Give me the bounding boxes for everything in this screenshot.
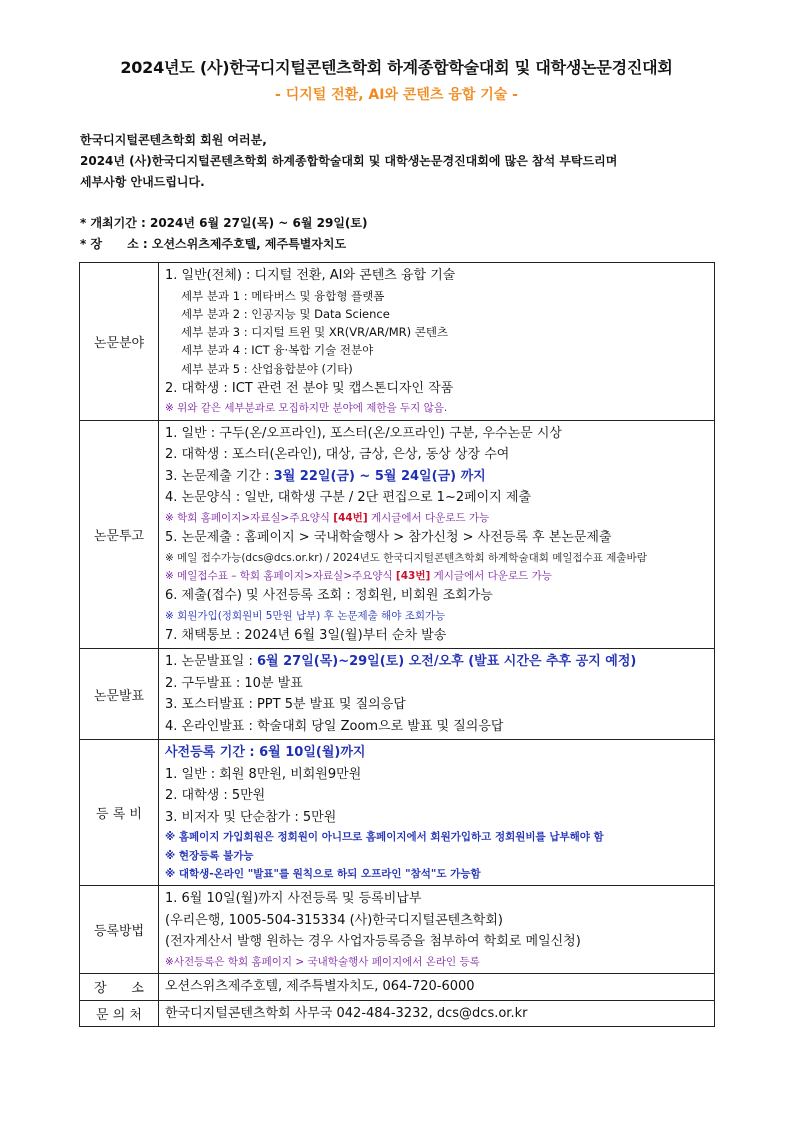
row-label-place: 장 소 — [80, 974, 159, 1001]
row-label-contact: 문 의 처 — [80, 1000, 159, 1027]
row-content-fee — [159, 740, 715, 886]
page-title: 2024년도 (사)한국디지털콘텐츠학회 하계종합학술대회 및 대학생논문경진대회 — [120, 58, 673, 77]
presentation-item-2: 2. 구두발표 : 10분 발표 — [165, 675, 303, 691]
submission-item-4: 4. 논문양식 : 일반, 대학생 구분 / 2단 편집으로 1~2페이지 제출 — [165, 490, 532, 506]
fee-item-1: 1. 일반 : 회원 8만원, 비회원9만원 — [165, 766, 362, 782]
row-content-fields — [159, 263, 715, 421]
submission-period-label: 3. 논문제출 기간 : — [165, 468, 274, 484]
row-label-presentation: 논문발표 — [80, 649, 159, 740]
row-label-submission: 논문투고 — [80, 420, 159, 649]
method-bank-account: (우리은행, 1005-504-315334 (사)한국디지털콘텐츠학회) — [165, 912, 503, 928]
fields-sub-3: 세부 분과 3 : 디지털 트윈 및 XR(VR/AR/MR) 콘텐츠 — [181, 325, 449, 340]
fields-note: ※ 위와 같은 세부분과로 모집하지만 분야에 제한을 두지 않음. — [165, 402, 448, 415]
contact-value: 한국디지털콘텐츠학회 사무국 042-484-3232, dcs@dcs.or.kr — [165, 1005, 528, 1021]
row-method — [80, 886, 715, 974]
submission-period: 3월 22일(금) ~ 5월 24일(금) 까지 — [273, 468, 486, 484]
method-invoice: (전자계산서 발행 원하는 경우 사업자등록증을 첨부하여 학회로 메일신청) — [165, 934, 581, 950]
row-content-presentation — [159, 649, 715, 740]
submission-item-2: 2. 대학생 : 포스터(온라인), 대상, 금상, 은상, 동상 상장 수여 — [165, 447, 510, 463]
row-submission — [80, 420, 715, 649]
note-text: ※ 메일접수표 – 학회 홈페이지>자료실>주요양식 — [165, 569, 396, 582]
fee-note-onsite: ※ 현장등록 불가능 — [165, 849, 254, 862]
intro-body: 2024년 (사)한국디지털콘텐츠학회 하계종합학술대회 및 대학생논문경진대회에 많은 참석 부탁드리며 — [80, 154, 618, 168]
details-table — [79, 262, 715, 1027]
fields-sub-5: 세부 분과 5 : 산업융합분야 (기타) — [181, 361, 353, 376]
row-content-place — [159, 974, 715, 1001]
fee-item-2: 2. 대학생 : 5만원 — [165, 788, 266, 804]
fields-sub-4: 세부 분과 4 : ICT 융·복합 기술 전분야 — [181, 343, 374, 358]
submission-note-mailform — [165, 567, 708, 585]
row-fee — [80, 740, 715, 886]
submission-note-membership: ※ 회원가입(정회원비 5만원 납부) 후 논문제출 해야 조회가능 — [165, 609, 446, 622]
submission-item-3 — [165, 466, 708, 488]
event-venue: * 장 소 : 오션스위츠제주호텔, 제주특별자치도 — [80, 237, 347, 251]
fields-student: 2. 대학생 : ICT 관련 전 분야 및 캡스톤디자인 작품 — [165, 380, 454, 396]
form-number-44: [44번] — [333, 511, 368, 524]
fee-item-3: 3. 비저자 및 단순참가 : 5만원 — [165, 809, 337, 825]
method-item-1: 1. 6월 10일(월)까지 사전등록 및 등록비납부 — [165, 891, 422, 907]
presentation-item-3: 3. 포스터발표 : PPT 5분 발표 및 질의응답 — [165, 697, 406, 713]
presentation-item-1 — [165, 651, 708, 673]
fields-general: 1. 일반(전체) : 디지털 전환, AI와 콘텐츠 융합 기술 — [165, 268, 456, 283]
row-contact — [80, 1000, 715, 1027]
intro-paragraph — [80, 130, 720, 193]
submission-note-email: ※ 메일 접수가능(dcs@dcs.or.kr) / 2024년도 한국디지털콘텐츠학회 하계학술대회 메일접수표 제출바람 — [165, 551, 647, 564]
presentation-date: 6월 27일(목)~29일(토) 오전/오후 (발표 시간은 추후 공지 예정) — [256, 654, 637, 670]
place-value: 오션스위츠제주호텔, 제주특별자치도, 064-720-6000 — [165, 979, 475, 995]
note-text: 게시글에서 다운로드 가능 — [430, 569, 552, 582]
submission-note-template — [165, 509, 708, 527]
row-label-fee: 등 록 비 — [80, 740, 159, 886]
page-subtitle: - 디지털 전환, AI와 콘텐츠 융합 기술 - — [275, 87, 518, 103]
row-label-method: 등록방법 — [80, 886, 159, 974]
submission-item-1: 1. 일반 : 구두(온/오프라인), 포스터(온/오프라인) 구분, 우수논문 시상 — [165, 425, 562, 441]
form-number-43: [43번] — [395, 569, 431, 582]
method-note: ※사전등록은 학회 홈페이지 > 국내학술행사 페이지에서 온라인 등록 — [165, 955, 480, 968]
note-text: 게시글에서 다운로드 가능 — [367, 511, 490, 524]
row-label-fields: 논문분야 — [80, 263, 159, 421]
row-fields — [80, 263, 715, 421]
row-content-submission — [159, 420, 715, 649]
fields-sub-2: 세부 분과 2 : 인공지능 및 Data Science — [181, 306, 390, 321]
submission-item-5: 5. 논문제출 : 홈페이지 > 국내학술행사 > 참가신청 > 사전등록 후 본논문제출 — [165, 530, 612, 546]
fee-note-membership: ※ 홈페이지 가입회원은 정회원이 아니므로 홈페이지에서 회원가입하고 정회원비를 납부해야 함 — [165, 831, 604, 844]
intro-closing: 세부사항 안내드립니다. — [80, 175, 205, 189]
intro-greeting: 한국디지털콘텐츠학회 회원 여러분, — [80, 133, 267, 147]
row-presentation — [80, 649, 715, 740]
submission-item-7: 7. 채택통보 : 2024년 6월 3일(월)부터 순차 발송 — [165, 627, 447, 643]
row-content-contact — [159, 1000, 715, 1027]
presentation-item-4: 4. 온라인발표 : 학술대회 당일 Zoom으로 발표 및 질의응답 — [165, 718, 504, 734]
row-place — [80, 974, 715, 1001]
fee-note-student: ※ 대학생-온라인 "발표"를 원칙으로 하되 오프라인 "참석"도 가능함 — [165, 868, 481, 881]
fee-preregistration-period: 사전등록 기간 : 6월 10일(월)까지 — [165, 745, 366, 761]
note-text: ※ 학회 홈페이지>자료실>주요양식 — [165, 511, 334, 524]
event-period: * 개최기간 : 2024년 6월 27일(목) ~ 6월 29일(토) — [80, 216, 368, 230]
row-content-method — [159, 886, 715, 974]
presentation-date-label: 1. 논문발표일 : — [165, 654, 257, 670]
event-info — [80, 213, 720, 255]
submission-item-6: 6. 제출(접수) 및 사전등록 조회 : 정회원, 비회원 조회가능 — [165, 588, 493, 604]
fields-sub-1: 세부 분과 1 : 메타버스 및 융합형 플랫폼 — [181, 288, 385, 303]
